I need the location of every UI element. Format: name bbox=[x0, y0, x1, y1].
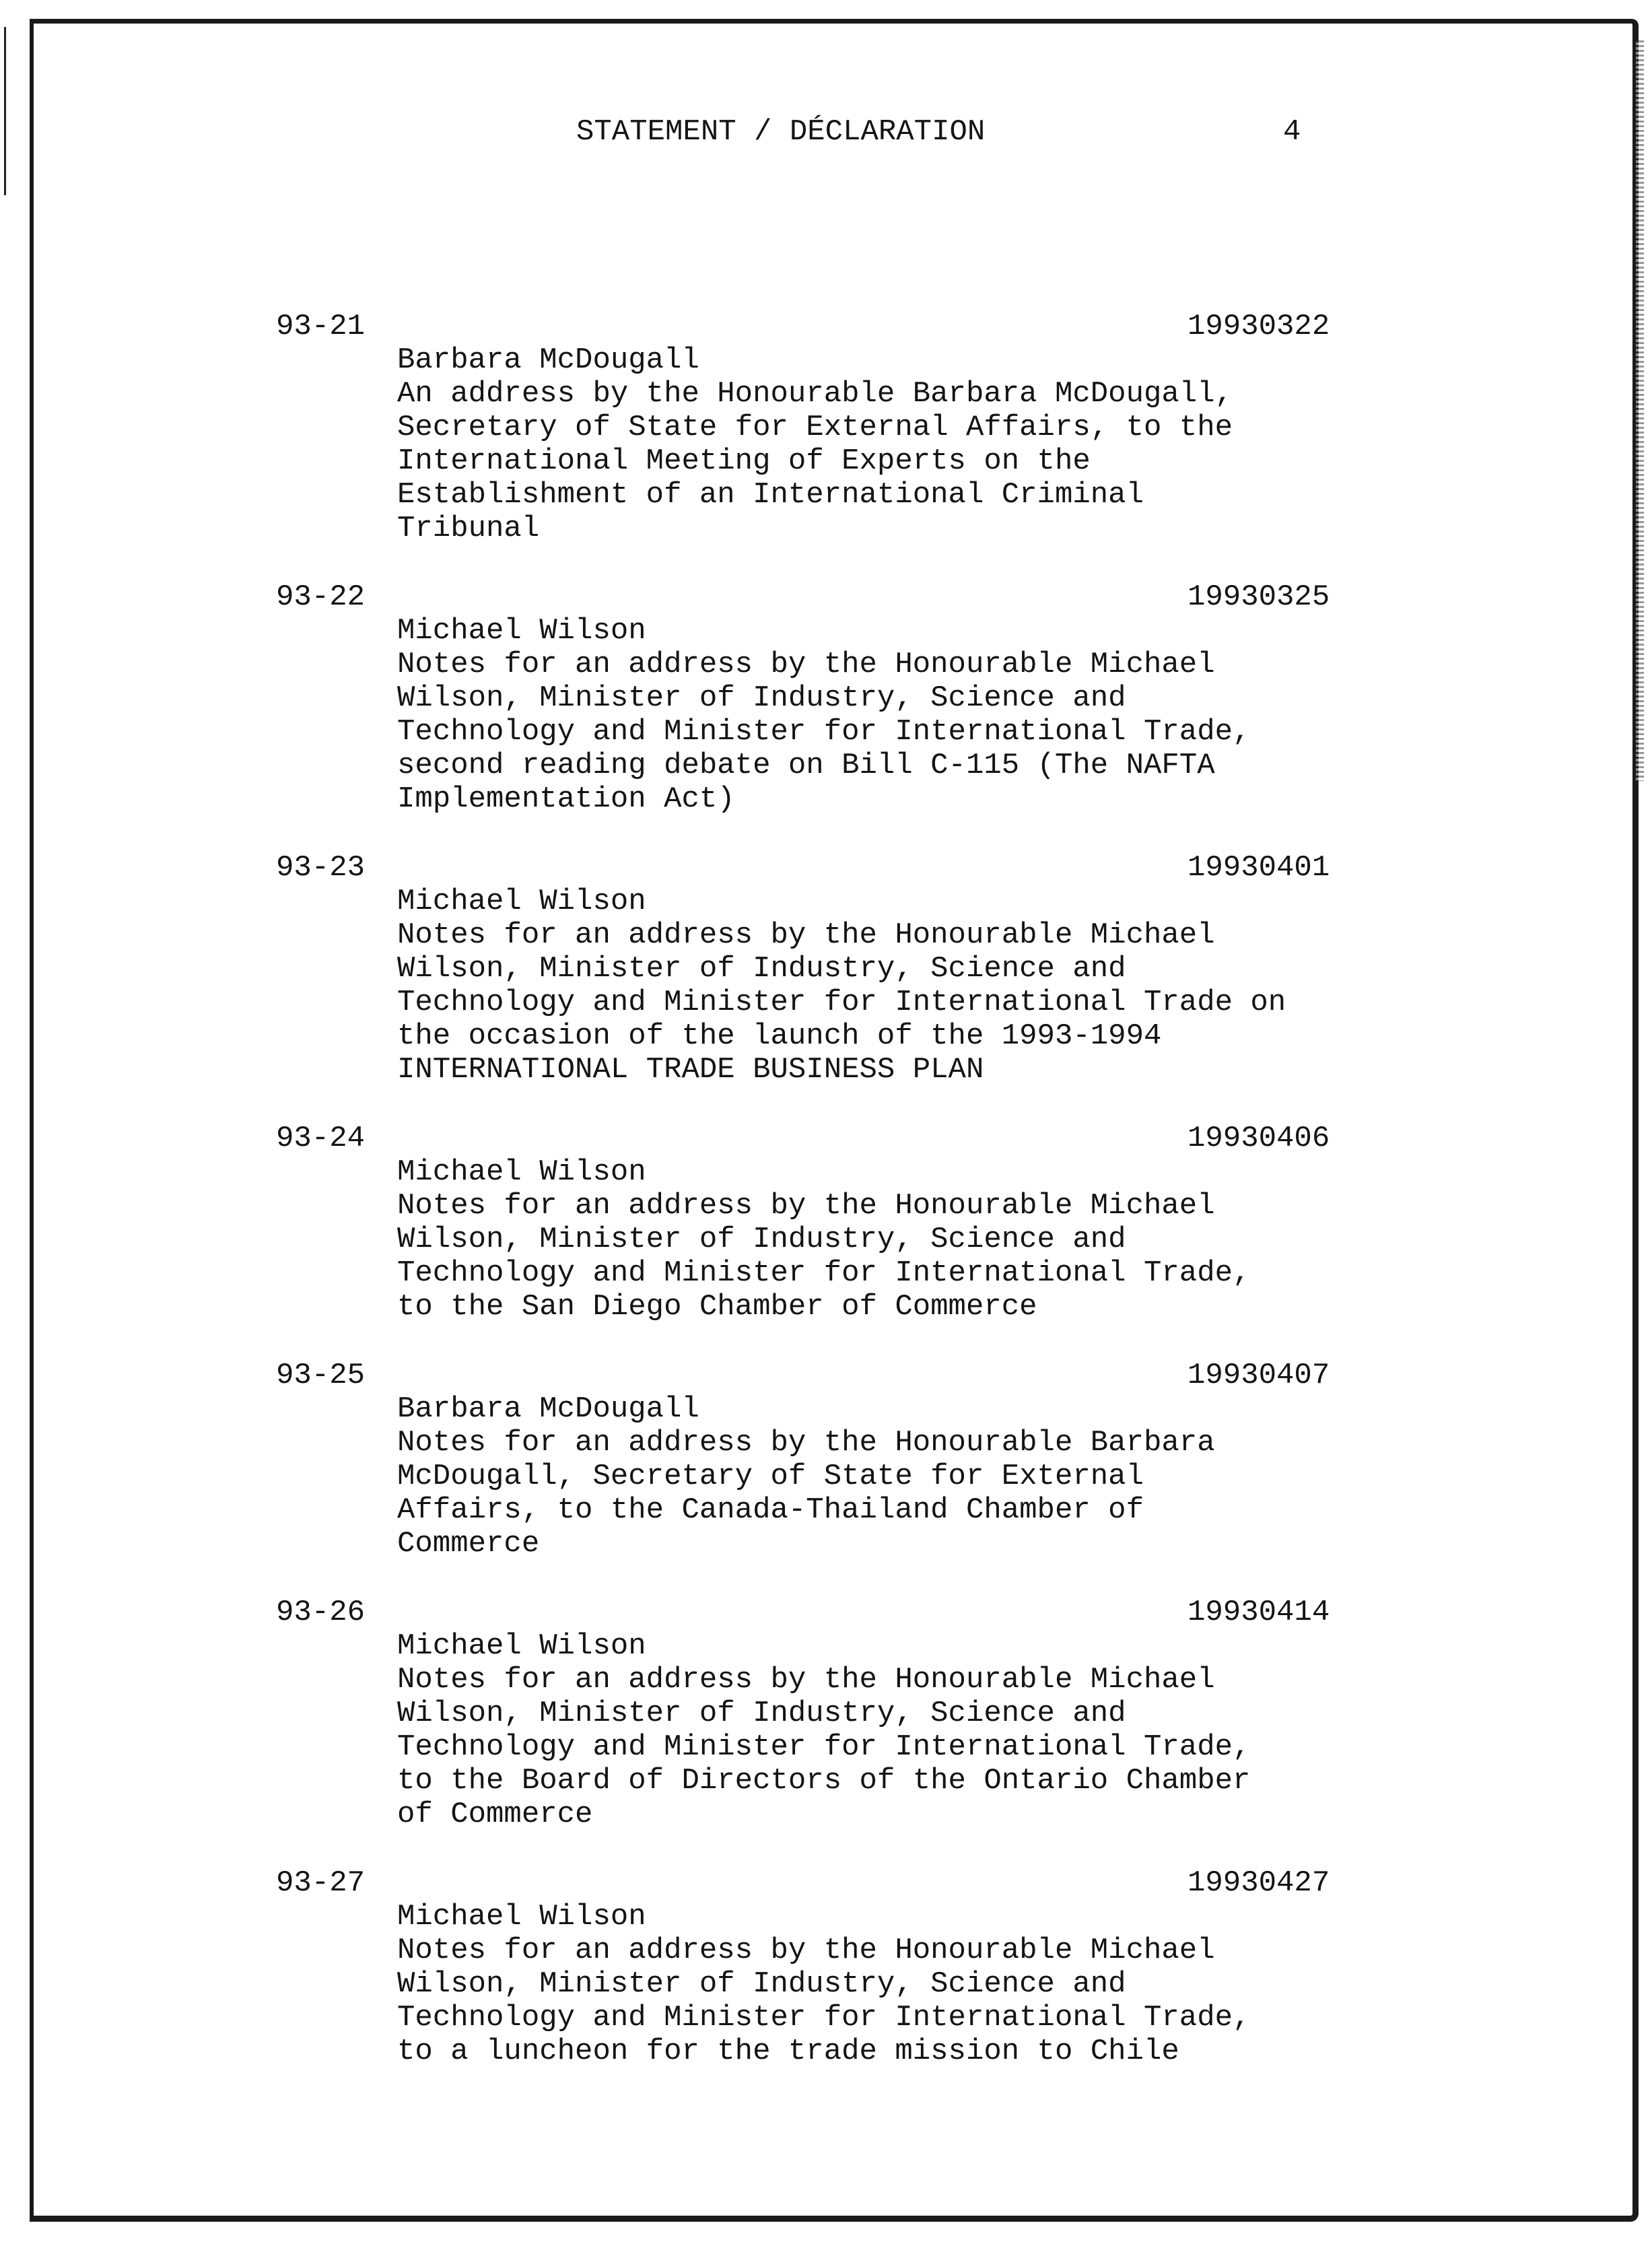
entry-description-line: Establishment of an International Criminal bbox=[397, 478, 1144, 512]
entry-header bbox=[0, 310, 1652, 343]
entry-header bbox=[0, 1359, 1652, 1392]
entry-body bbox=[397, 343, 1622, 545]
entry-description-line: An address by the Honourable Barbara McDougall, bbox=[397, 377, 1233, 411]
entry-description-line: Technology and Minister for International Trade, bbox=[397, 1730, 1251, 1764]
entry-author: Michael Wilson bbox=[397, 885, 646, 918]
entry-description-line: Technology and Minister for International Trade, bbox=[397, 1256, 1251, 1290]
entry-description-line: Technology and Minister for International Trade, bbox=[397, 2001, 1251, 2035]
entry-description-line: Wilson, Minister of Industry, Science and bbox=[397, 1223, 1126, 1256]
statement-entry bbox=[0, 1866, 1652, 2068]
entry-header bbox=[0, 851, 1652, 885]
statement-entry bbox=[0, 851, 1652, 1087]
entry-date: 19930427 bbox=[1188, 1866, 1330, 1900]
entry-description-line: Wilson, Minister of Industry, Science and bbox=[397, 1697, 1126, 1730]
entry-description-line: Notes for an address by the Honourable Michael bbox=[397, 1934, 1215, 1967]
entry-body bbox=[397, 1900, 1622, 2068]
statement-entry bbox=[0, 580, 1652, 816]
entry-header bbox=[0, 1866, 1652, 1900]
entry-description-line: Affairs, to the Canada-Thailand Chamber of bbox=[397, 1493, 1144, 1527]
entry-number: 93-22 bbox=[276, 580, 366, 614]
entry-author: Barbara McDougall bbox=[397, 343, 699, 377]
entry-description-line: to the Board of Directors of the Ontario Chamber bbox=[397, 1764, 1251, 1798]
entry-description-line: to a luncheon for the trade mission to Chile bbox=[397, 2035, 1179, 2068]
page-number: 4 bbox=[1283, 115, 1301, 149]
entry-number: 93-23 bbox=[276, 851, 366, 885]
entry-description-line: Notes for an address by the Honourable Michael bbox=[397, 1663, 1215, 1697]
entry-number: 93-21 bbox=[276, 310, 366, 343]
entry-author: Michael Wilson bbox=[397, 1155, 646, 1189]
entry-description-line: Notes for an address by the Honourable Barbara bbox=[397, 1426, 1215, 1460]
entry-body bbox=[397, 1392, 1622, 1561]
entry-date: 19930322 bbox=[1188, 310, 1330, 343]
entry-description-line: Notes for an address by the Honourable Michael bbox=[397, 1189, 1215, 1223]
entry-description-line: the occasion of the launch of the 1993-1994 bbox=[397, 1019, 1162, 1053]
entry-author: Barbara McDougall bbox=[397, 1392, 699, 1426]
entry-description-line: Wilson, Minister of Industry, Science and bbox=[397, 681, 1126, 715]
entry-header bbox=[0, 580, 1652, 614]
entry-description-line: Technology and Minister for International Trade, bbox=[397, 715, 1251, 749]
entry-description-line: Secretary of State for External Affairs, to the bbox=[397, 411, 1233, 444]
entry-description-line: of Commerce bbox=[397, 1798, 593, 1831]
entry-date: 19930325 bbox=[1188, 580, 1330, 614]
entry-description-line: second reading debate on Bill C-115 (The NAFTA bbox=[397, 749, 1215, 782]
statement-entry bbox=[0, 1359, 1652, 1561]
entry-description-line: Commerce bbox=[397, 1527, 540, 1561]
entry-number: 93-24 bbox=[276, 1122, 366, 1155]
statement-entry bbox=[0, 1596, 1652, 1831]
entry-description-line: Implementation Act) bbox=[397, 782, 735, 816]
entry-body bbox=[397, 614, 1622, 816]
entry-author: Michael Wilson bbox=[397, 1629, 646, 1663]
page-title: STATEMENT / DÉCLARATION bbox=[576, 115, 986, 149]
entry-author: Michael Wilson bbox=[397, 614, 646, 648]
statement-entry bbox=[0, 310, 1652, 545]
entry-description-line: INTERNATIONAL TRADE BUSINESS PLAN bbox=[397, 1053, 984, 1087]
entry-date: 19930406 bbox=[1188, 1122, 1330, 1155]
entry-date: 19930401 bbox=[1188, 851, 1330, 885]
page-header bbox=[0, 112, 1652, 152]
entry-body bbox=[397, 1629, 1622, 1831]
statement-list bbox=[0, 310, 1652, 2103]
entry-number: 93-26 bbox=[276, 1596, 366, 1629]
entry-description-line: Notes for an address by the Honourable Michael bbox=[397, 918, 1215, 952]
entry-date: 19930414 bbox=[1188, 1596, 1330, 1629]
entry-description-line: Technology and Minister for International Trade on bbox=[397, 986, 1286, 1019]
entry-number: 93-27 bbox=[276, 1866, 366, 1900]
entry-date: 19930407 bbox=[1188, 1359, 1330, 1392]
entry-body bbox=[397, 885, 1622, 1087]
entry-description-line: Wilson, Minister of Industry, Science and bbox=[397, 1967, 1126, 2001]
entry-header bbox=[0, 1596, 1652, 1629]
entry-description-line: to the San Diego Chamber of Commerce bbox=[397, 1290, 1037, 1324]
entry-description-line: Tribunal bbox=[397, 512, 540, 545]
entry-header bbox=[0, 1122, 1652, 1155]
entry-description-line: Notes for an address by the Honourable Michael bbox=[397, 648, 1215, 681]
entry-number: 93-25 bbox=[276, 1359, 366, 1392]
entry-author: Michael Wilson bbox=[397, 1900, 646, 1934]
entry-description-line: Wilson, Minister of Industry, Science and bbox=[397, 952, 1126, 986]
entry-description-line: International Meeting of Experts on the bbox=[397, 444, 1091, 478]
statement-entry bbox=[0, 1122, 1652, 1324]
entry-body bbox=[397, 1155, 1622, 1324]
entry-description-line: McDougall, Secretary of State for External bbox=[397, 1460, 1144, 1493]
scan-edge-left bbox=[4, 27, 6, 195]
